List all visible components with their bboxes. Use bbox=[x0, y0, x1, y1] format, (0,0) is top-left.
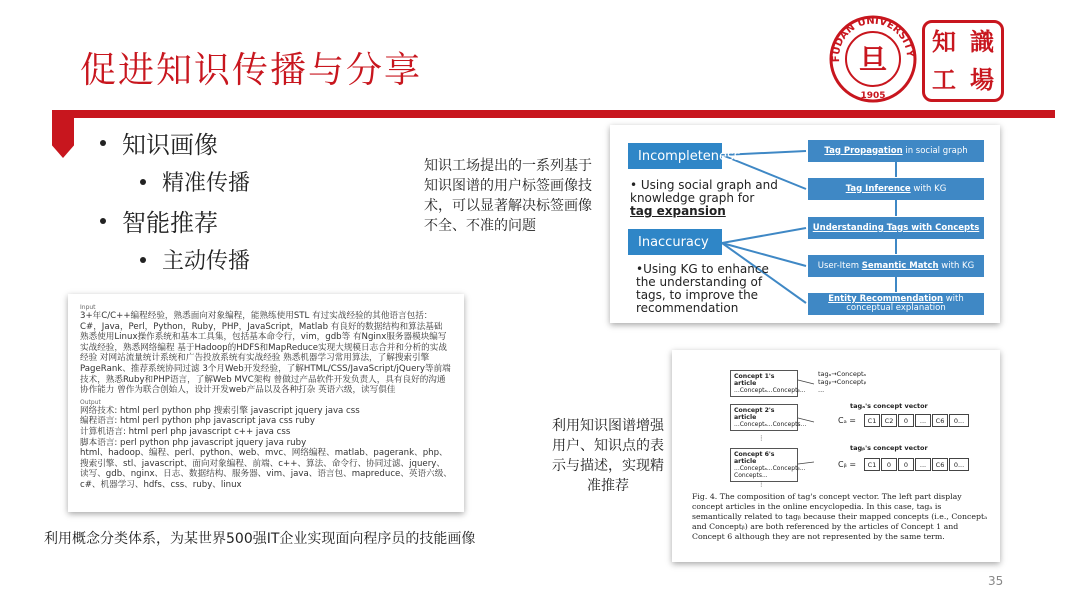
method-rest: with KG bbox=[938, 260, 975, 271]
page-number: 35 bbox=[988, 574, 1004, 588]
vector-cell: ... bbox=[915, 414, 931, 427]
concept-article bbox=[730, 448, 806, 482]
seal-year: 1905 bbox=[860, 91, 886, 101]
vector-cell: ... bbox=[915, 458, 931, 471]
article-body: ...Conceptₐ...Concepts... bbox=[734, 421, 807, 428]
concept-article bbox=[730, 370, 806, 397]
bullet-text: 知识画像 bbox=[122, 131, 218, 159]
fudan-university-seal-logo bbox=[828, 14, 918, 104]
bullet-text: 主动传播 bbox=[162, 249, 251, 274]
bullet-dot-icon bbox=[100, 140, 106, 146]
figure-caption: Fig. 4. The composition of tag's concept vector. The left part display concept articles in the online encyclopedia. In this case, tagₐ is semantically related to tagᵦ because their mapped concepts (i.e., Conceptₐ and Conceptᵦ) are both referenced by the articles of Concept 1 and Concept 6 although they are not represented by the same term. bbox=[692, 492, 988, 541]
bullet-text: 智能推荐 bbox=[122, 209, 218, 237]
output-line: html、hadoop、编程、perl、python、web、mvc、网络编程、matlab、pagerank、php、搜索引擎、stl、javascript、面向对象编程、前端、c++、算法、命令行、协同过滤、jquery、读写、gdb、nginx、日志、数据结构、服务器、vim、java、语言包、mapreduce、英语六级、c#、机器学习、hdfs、css、ruby、linux bbox=[80, 448, 452, 490]
concept-article bbox=[730, 404, 807, 431]
tag-mapping: ... bbox=[818, 386, 825, 394]
method-tag-propagation bbox=[808, 140, 984, 162]
vector-name: Cₐ = bbox=[838, 416, 856, 425]
seal-ring-text: FUDAN UNIVERSITY bbox=[830, 15, 916, 63]
bullet-dot-icon bbox=[100, 218, 106, 224]
output-line: 脚本语言: perl python php javascript jquery java ruby bbox=[80, 437, 307, 448]
bullet-text: 精准传播 bbox=[162, 171, 251, 196]
vector-name: Cᵦ = bbox=[838, 460, 857, 469]
concept-vector-b bbox=[864, 458, 970, 471]
logo-char: 知 bbox=[932, 28, 956, 56]
concept-vector-figure bbox=[672, 350, 1000, 562]
vector-cell: C2 bbox=[881, 414, 897, 427]
inaccuracy-desc: •Using KG to enhance the understanding of tags, to improve the recommendation bbox=[636, 262, 769, 315]
skill-profile-screenshot bbox=[68, 294, 464, 512]
logo-char: 場 bbox=[970, 66, 994, 94]
seal-center-glyph: 旦 bbox=[858, 43, 888, 76]
vector-cell: 0 bbox=[881, 458, 897, 471]
output-label: Output bbox=[80, 398, 101, 406]
incompleteness-desc bbox=[630, 179, 780, 218]
vector-label: tagᵦ's concept vector bbox=[850, 444, 928, 452]
method-bold: Semantic Match bbox=[861, 260, 939, 271]
bullet-subitem bbox=[140, 165, 250, 198]
vector-cell: 0... bbox=[949, 414, 969, 427]
method-bold: Understanding Tags with Concepts bbox=[812, 222, 980, 233]
bullet-item bbox=[100, 204, 250, 237]
vertical-ellipsis: ⋮ bbox=[758, 434, 765, 442]
vector-cell: 0 bbox=[898, 414, 914, 427]
article-body: ...Conceptₐ...Conceptᵦ... Concepts... bbox=[734, 465, 806, 479]
bullet-subitem bbox=[140, 243, 250, 276]
tag-mapping: tagₐ→Conceptₐ bbox=[818, 370, 867, 378]
output-line: 计算机语言: html perl php javascript c++ java css bbox=[80, 426, 291, 437]
bullet-item bbox=[100, 126, 250, 159]
article-body: ...Conceptₐ...Conceptᵦ... bbox=[734, 387, 806, 394]
arrow-inaccuracy-concepts bbox=[722, 228, 806, 243]
method-rest: with KG bbox=[910, 183, 947, 194]
vector-cell: 0 bbox=[898, 458, 914, 471]
bullet-list bbox=[100, 126, 250, 282]
note-tag-profiling: 知识工场提出的一系列基于知识图谱的用户标签画像技术，可以显著解决标签画像不全、不准的问题 bbox=[424, 158, 592, 234]
desc-text: • Using social graph and knowledge graph for bbox=[630, 178, 778, 205]
logo-char: 識 bbox=[970, 28, 994, 56]
method-semantic-match bbox=[808, 255, 984, 277]
method-pre: User-Item bbox=[817, 260, 862, 271]
figure-arrow bbox=[798, 380, 814, 384]
tag-mapping: tagᵦ→Conceptᵦ bbox=[818, 378, 867, 386]
vector-label: tagₐ's concept vector bbox=[850, 402, 928, 410]
method-bold: Tag Propagation bbox=[824, 145, 903, 156]
vertical-ellipsis: ⋮ bbox=[758, 480, 765, 488]
slide-title: 促进知识传播与分享 bbox=[80, 50, 423, 91]
skill-profile-caption: 利用概念分类体系，为某世界500强IT企业实现面向程序员的技能画像 bbox=[44, 531, 476, 547]
vector-cell: C1 bbox=[864, 458, 880, 471]
inaccuracy-header: Inaccuracy bbox=[628, 229, 722, 255]
article-title: Concept 6's article bbox=[734, 451, 775, 465]
method-bold: Tag Inference bbox=[845, 183, 911, 194]
knowledge-works-logo bbox=[922, 20, 1004, 102]
output-line: 网络技术: html perl python php 搜索引擎 javascript jquery java css bbox=[80, 405, 360, 416]
note-precise-recommendation: 利用知识图谱增强用户、知识点的表示与描述，实现精准推荐 bbox=[552, 418, 664, 494]
desc-bold-text: tag expansion bbox=[630, 204, 726, 218]
bullet-dot-icon bbox=[140, 257, 146, 263]
article-title: Concept 2's article bbox=[734, 407, 775, 421]
method-rest: in social graph bbox=[902, 145, 968, 156]
input-label: Input bbox=[80, 304, 96, 311]
vector-cell: 0... bbox=[949, 458, 969, 471]
method-tag-inference bbox=[808, 178, 984, 200]
article-title: Concept 1's article bbox=[734, 373, 775, 387]
incompleteness-header: Incompleteness bbox=[628, 143, 722, 169]
figure-arrow bbox=[798, 462, 814, 464]
vector-cell: C6 bbox=[932, 414, 948, 427]
concept-vector-a bbox=[864, 414, 970, 427]
method-entity-recommendation bbox=[808, 293, 984, 315]
vector-cell: C1 bbox=[864, 414, 880, 427]
method-understanding-tags bbox=[808, 217, 984, 239]
input-text: 3+年C/C++编程经验，熟悉面向对象编程，能熟练使用STL 有过实战经验的其他语言包括：C#，Java，Perl，Python，Ruby，PHP，JavaScript，Matlab 有良好的数据结构和算法基础 熟悉使用Linux操作系统和基本工具集，包括基本命令行，vim，gdb等 有Nginx服务器模块编写实战经验，熟悉网络编程 基于Hadoop的HDFS和MapReduce实现大规模日志合并和分析的实战经验 对网站流量统计系统和广告投放系统有实战经验 熟悉机器学习常用算法，了解搜索引擎PageRank、推荐系统协同过滤 3个月Web开发经验，了解HTML/CSS/JavaScript/jQuery等前端技术，熟悉Ruby和PHP语言，了解Web MVC架构 曾做过产品软件开发负责人，具有良好的沟通协作能力 曾作为联合创始人，设计开发web产品以及各种打杂 英语六级，读写俱佳 bbox=[80, 311, 451, 396]
output-line: 编程语言: html perl python php javascript java css ruby bbox=[80, 416, 315, 427]
title-rule bbox=[52, 110, 1055, 118]
method-rest: with conceptual explanation bbox=[846, 294, 964, 313]
method-bold: Entity Recommendation bbox=[828, 294, 944, 304]
vector-cell: C6 bbox=[932, 458, 948, 471]
section-flag bbox=[52, 116, 74, 158]
logo-char: 工 bbox=[932, 66, 956, 94]
bullet-dot-icon bbox=[140, 179, 146, 185]
tag-method-diagram bbox=[610, 125, 1000, 323]
